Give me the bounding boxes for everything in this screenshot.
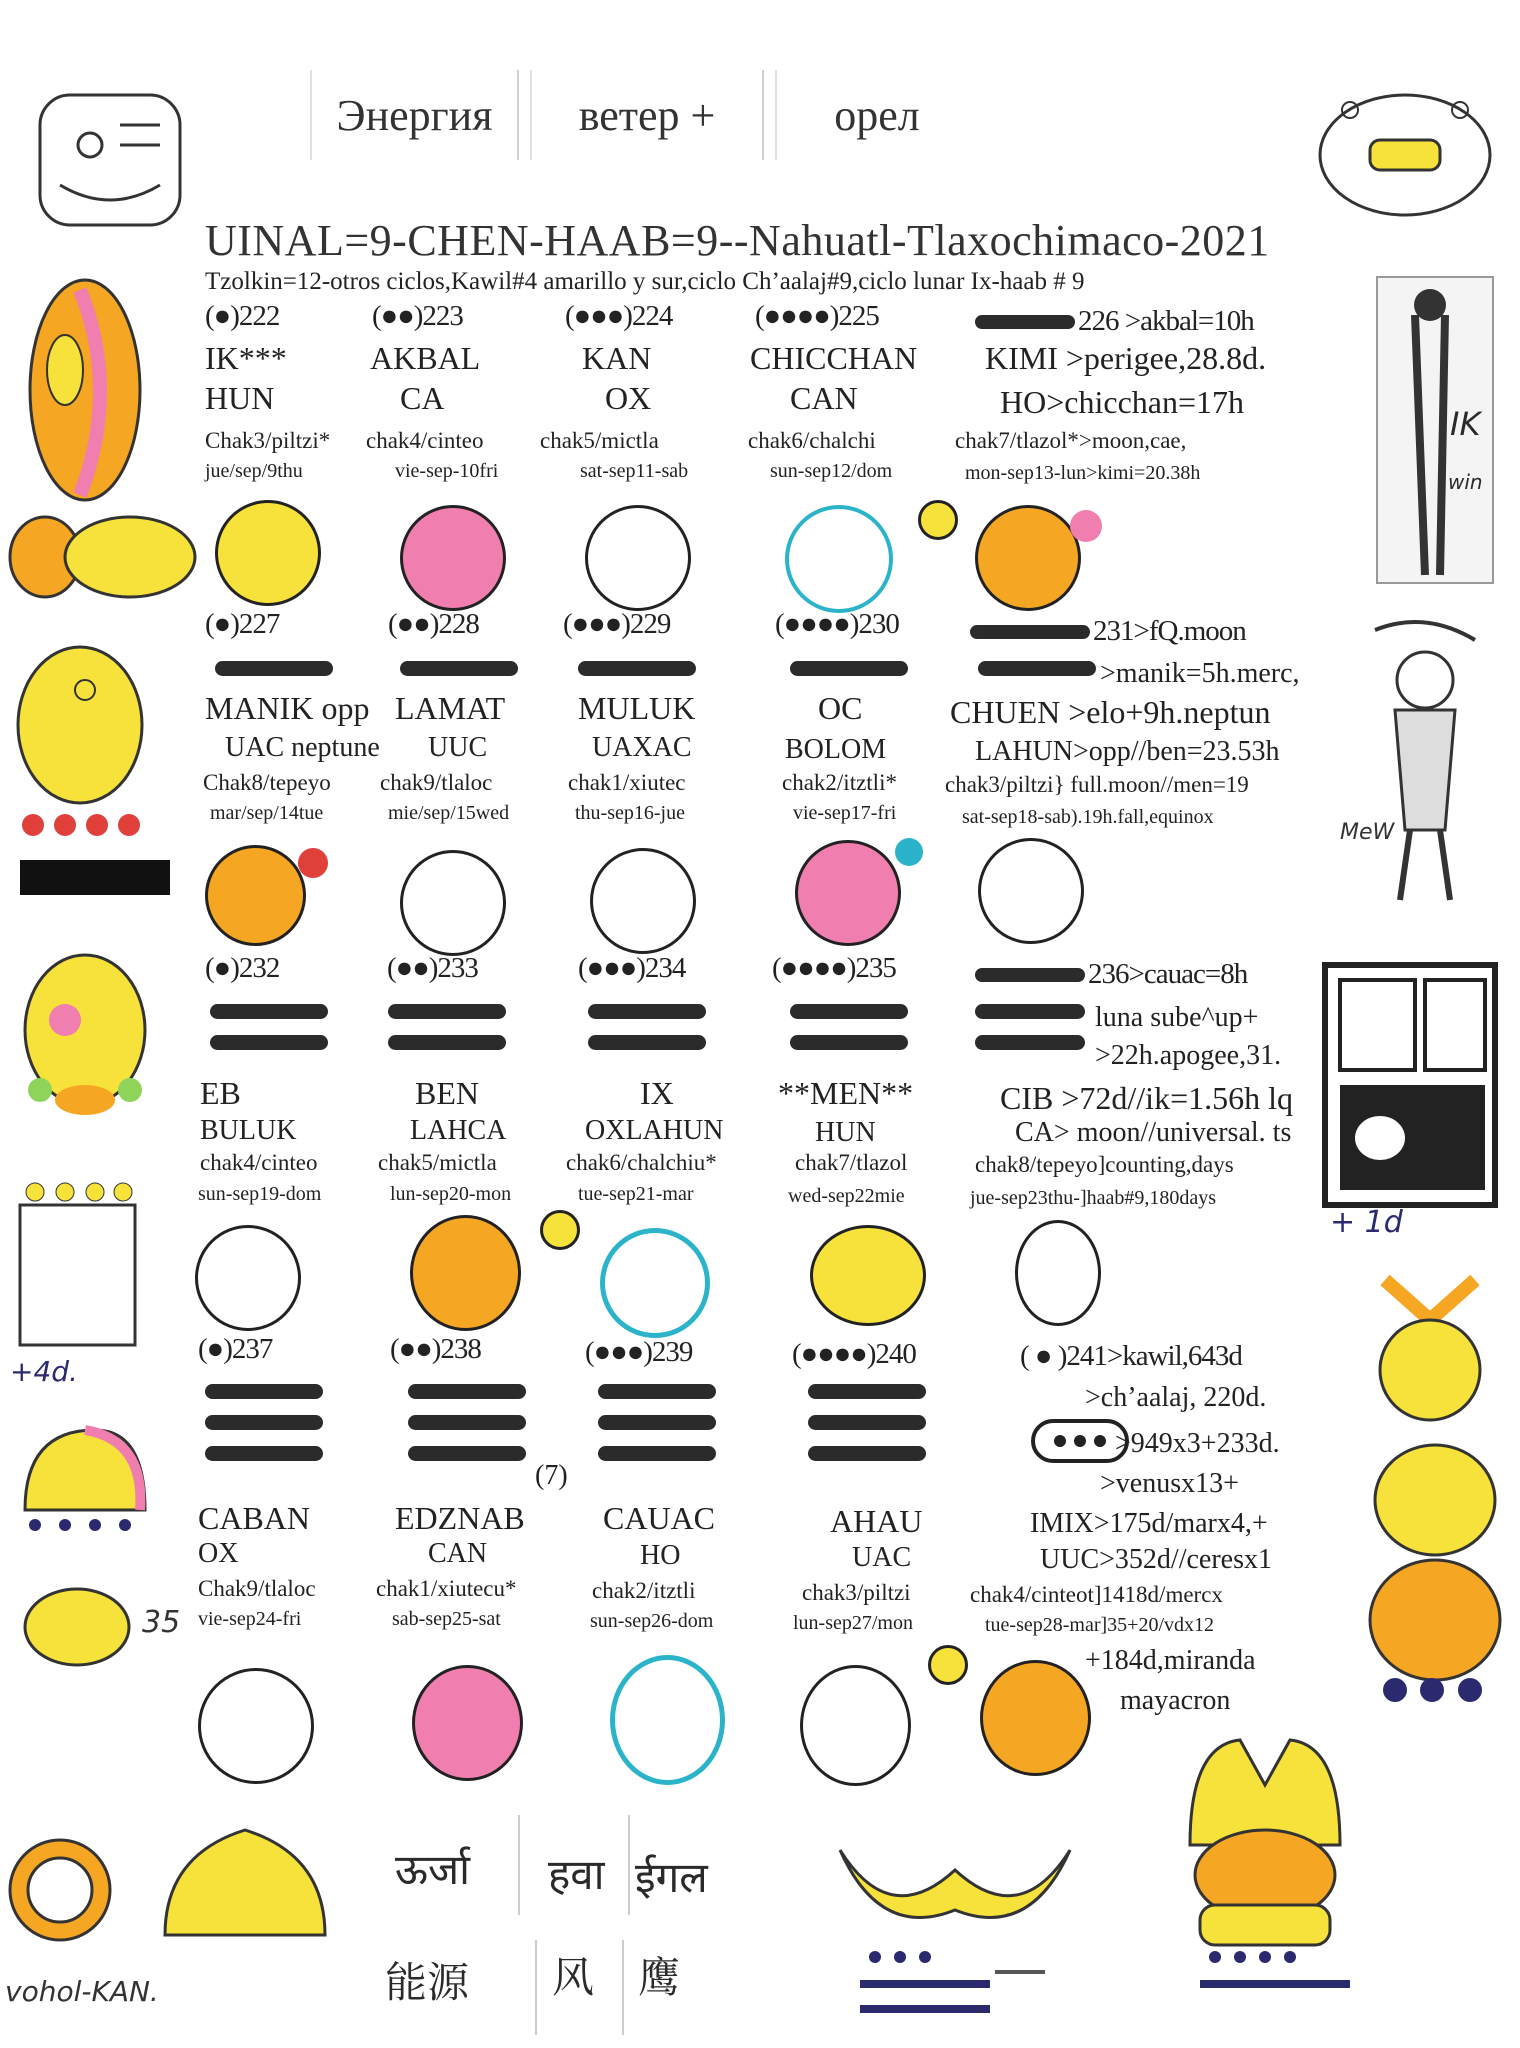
day-date: vie-sep17-fri	[793, 802, 897, 824]
header-word-wind	[530, 70, 764, 160]
day-number: 229	[629, 608, 671, 640]
red-dot-icon	[298, 848, 328, 878]
yellow-round-glyph-icon	[10, 640, 150, 810]
day-chak: Chak9/tlaloc	[198, 1576, 316, 1601]
bar-numerals-238	[398, 1375, 526, 1461]
day-sub: CAN	[790, 380, 858, 416]
day-date: sat-sep11-sab	[580, 460, 689, 482]
day-name: CABAN	[198, 1500, 311, 1536]
note-35: 35	[142, 1605, 181, 1640]
day-number: 241>kawil,643d	[1066, 1340, 1242, 1372]
day-236-num	[975, 958, 1247, 991]
day-chak: chak5/mictla	[378, 1150, 497, 1175]
day-number: 222	[238, 300, 280, 332]
day-glyph-edznab	[412, 1665, 523, 1781]
dot-numeral: ●	[213, 952, 231, 984]
yellow-dot-icon	[918, 500, 958, 540]
day-number: 233	[437, 952, 478, 984]
navy-dots-bars-numeral-icon	[855, 1945, 1045, 2025]
note-chaalaj: >ch’aalaj, 220d.	[1085, 1382, 1267, 1413]
note-venus: >venusx13+	[1100, 1468, 1239, 1499]
day-glyph-cauac	[610, 1655, 725, 1785]
day-sub: OX	[605, 380, 652, 416]
note-plus-1d: + 1d	[1330, 1205, 1403, 1240]
day-sub: UUC	[428, 732, 488, 763]
day-glyph-eb	[195, 1225, 301, 1331]
day-number: 236>cauac=8h	[1088, 958, 1248, 990]
day-name: BEN	[415, 1075, 479, 1111]
bar-numeral	[975, 315, 1075, 329]
day-date: sat-sep18-sab).19h.fall,equinox	[962, 806, 1214, 828]
day-chak: chak1/xiutec	[568, 770, 686, 795]
day-date: vie-sep-10fri	[395, 460, 499, 482]
day-name: CHUEN >elo+9h.neptun	[950, 694, 1271, 730]
note-949: >949x3+233d.	[1115, 1428, 1280, 1459]
day-chak: chak2/itztli	[592, 1578, 696, 1603]
bar-numeral-227	[205, 652, 333, 676]
day-chak: Chak3/piltzi*	[205, 428, 331, 453]
cjk-word-energy: 能源	[385, 1958, 470, 2007]
bar-numerals-234	[578, 995, 706, 1050]
pink-dot-icon	[1070, 510, 1102, 542]
cyan-dot-icon	[895, 838, 923, 866]
day-sub: HO	[640, 1540, 681, 1571]
day-sub: UAC neptune	[225, 732, 380, 763]
note-mayacron: mayacron	[1120, 1685, 1231, 1716]
yellow-mound-glyph-icon	[150, 1815, 340, 1945]
divider	[535, 1940, 537, 2035]
day-name: EDZNAB	[395, 1500, 525, 1536]
dot-numeral: ●	[213, 608, 231, 640]
yellow-bird-glyph-icon	[1365, 1260, 1495, 1430]
day-232-num: (●)232	[205, 952, 280, 984]
day-name: MANIK opp	[205, 690, 370, 726]
day-chak: chak8/tepeyo]counting,days	[975, 1152, 1234, 1177]
day-chak: chak1/xiutecu*	[376, 1576, 517, 1601]
day-name: IX	[640, 1075, 674, 1111]
day-glyph-kimi	[975, 505, 1081, 611]
day-229-num: (●●●)229	[563, 608, 671, 640]
label-wind: win	[1448, 470, 1483, 494]
day-glyph-imix	[980, 1660, 1091, 1776]
day-date: thu-sep16-jue	[575, 802, 685, 824]
day-name: IK***	[205, 340, 287, 376]
bar-numerals-233	[378, 995, 506, 1050]
dot-numeral: ●	[213, 300, 231, 332]
day-glyph-oc	[795, 840, 901, 946]
day-date: jue/sep/9thu	[205, 460, 303, 482]
day-glyph-manik	[205, 845, 306, 946]
day-number: 240	[875, 1338, 916, 1370]
day-number: 237	[231, 1333, 273, 1365]
dot-numeral: ●●●●	[800, 1338, 867, 1370]
day-238-num: (●●)238	[390, 1333, 481, 1365]
day-date: sun-sep26-dom	[590, 1610, 714, 1632]
yellow-shell-glyph-icon	[5, 505, 200, 610]
day-223-num: (●●)223	[372, 300, 463, 332]
day-glyph-ben	[410, 1215, 521, 1331]
day-chak: chak7/tlazol*>moon,cae,	[955, 428, 1187, 453]
day-224-num: (●●●)224	[565, 300, 673, 332]
mayan-warrior-figure-icon	[1315, 610, 1505, 910]
day-chak: chak9/tlaloc	[380, 770, 493, 795]
yellow-dome-glyph-icon	[15, 1420, 150, 1520]
day-glyph-ix	[600, 1228, 710, 1338]
ru-word: Энергия	[336, 90, 493, 140]
day-glyph-akbal	[400, 505, 506, 611]
day-sub: HUN	[205, 380, 275, 416]
yellow-moustache-glyph-icon	[830, 1820, 1080, 1940]
day-glyph-caban	[198, 1668, 314, 1784]
dot-numeral: ●●	[395, 952, 429, 984]
day-sub: LAHCA	[410, 1115, 507, 1146]
day-number: 227	[238, 608, 280, 640]
note-seven: (7)	[535, 1460, 568, 1491]
day-glyph-chuen	[978, 838, 1084, 944]
day-sub: BULUK	[200, 1115, 297, 1146]
bar-numeral-231	[968, 652, 1096, 676]
day-date: wed-sep22mie	[788, 1185, 905, 1207]
day-sub: HUN	[815, 1117, 876, 1148]
day-sub: BOLOM	[785, 734, 887, 765]
bar-numerals-237	[195, 1375, 323, 1461]
day-chak: chak4/cinteo	[366, 428, 484, 453]
day-name: IMIX>175d/marx4,+	[1030, 1508, 1268, 1539]
day-chak: chak3/piltzi} full.moon//men=19	[945, 772, 1249, 797]
day-name: KAN	[582, 340, 652, 376]
day-number: 235	[855, 952, 896, 984]
yellow-dot-icon	[928, 1645, 968, 1685]
day-glyph-men	[810, 1225, 926, 1326]
day-date: sun-sep12/dom	[770, 460, 893, 482]
day-chak: chak2/itztli*	[782, 770, 897, 795]
dot-numeral: ●●●●	[783, 608, 850, 640]
day-sub: CA	[400, 380, 445, 416]
day-226-num	[975, 305, 1254, 338]
dot-numeral: ●	[1034, 1340, 1052, 1372]
day-239-num: (●●●)239	[585, 1336, 693, 1368]
yellow-oval-glyph-icon	[20, 1585, 135, 1670]
day-240-num: (●●●●)240	[792, 1338, 916, 1370]
day-number: 234	[644, 952, 686, 984]
day-sub: OXLAHUN	[585, 1115, 724, 1146]
day-225-num: (●●●●)225	[755, 300, 879, 332]
day-chak: chak4/cinteot]1418d/mercx	[970, 1582, 1223, 1607]
dot-numeral: ●●	[396, 608, 430, 640]
dot-numeral: ●●	[380, 300, 414, 332]
day-chak: chak4/cinteo	[200, 1150, 318, 1175]
cjk-word-wind: 风	[552, 1953, 595, 2002]
mayan-head-glyph-icon	[30, 85, 190, 235]
day-222-num: (●)222	[205, 300, 280, 332]
day-glyph-chicchan	[785, 505, 893, 613]
day-number: 223	[422, 300, 463, 332]
day-234-num: (●●●)234	[578, 952, 686, 984]
day-number: 231>fQ.moon	[1093, 615, 1246, 647]
day-237-num: (●)237	[198, 1333, 273, 1365]
day-glyph-lamat	[400, 850, 506, 956]
bar-numerals-232	[200, 995, 328, 1050]
day-chak: chak7/tlazol	[795, 1150, 908, 1175]
bar-numeral	[975, 968, 1085, 982]
bar-numerals-236	[965, 995, 1085, 1050]
cjk-word-eagle: 鹰	[638, 1953, 681, 2002]
divider	[622, 1940, 624, 2035]
note-luna-sube: luna sube^up+	[1095, 1002, 1259, 1033]
day-name: **MEN**	[778, 1075, 914, 1111]
bar-numerals-235	[780, 995, 908, 1050]
divider	[628, 1815, 630, 1915]
handwritten-note: vohol-KAN.	[5, 1975, 159, 2008]
day-glyph-cib	[1015, 1220, 1101, 1326]
navy-dots-bar-numeral-icon	[1195, 1945, 1355, 2005]
stacked-yellow-glyph-icon	[1365, 1440, 1505, 1690]
day-227-num: (●)227	[205, 608, 280, 640]
bar-numeral-230	[780, 652, 908, 676]
day-number: 239	[651, 1336, 693, 1368]
header-word-energy	[310, 70, 519, 160]
day-number: 238	[440, 1333, 481, 1365]
day-chak: Chak8/tepeyo	[203, 770, 331, 795]
day-sub: UUC>352d//ceresx1	[1040, 1544, 1272, 1575]
day-name: MULUK	[578, 690, 696, 726]
dot-numeral: ●●●	[593, 1336, 644, 1368]
bar-numeral-229	[568, 652, 696, 676]
day-date: mar/sep/14tue	[210, 802, 324, 824]
yellow-pink-glyph-icon	[20, 270, 150, 510]
day-231-num	[970, 615, 1246, 648]
day-sub: LAHUN>opp//ben=23.53h	[975, 736, 1280, 767]
serpent-ring-glyph-icon	[1310, 80, 1500, 230]
day-name: OC	[818, 690, 863, 726]
dot-numeral: ●●●●	[780, 952, 847, 984]
ru-word: ветер +	[578, 90, 716, 140]
day-sub: HO>chicchan=17h	[1000, 384, 1245, 420]
day-glyph-kan	[585, 505, 691, 611]
day-241-num: ( ● )241>kawil,643d	[1020, 1340, 1242, 1372]
day-number: 224	[631, 300, 673, 332]
bar-numeral-228	[390, 652, 518, 676]
cib-glyph-panel-icon	[1320, 960, 1500, 1210]
column-glyph-icon	[15, 1180, 140, 1350]
yellow-dot-icon	[540, 1210, 580, 1250]
bar-dots-numeral-icon	[15, 810, 175, 910]
day-name: EB	[200, 1075, 241, 1111]
note-plus-4d: +4d.	[10, 1355, 78, 1388]
day-235-num: (●●●●)235	[772, 952, 896, 984]
note-miranda: +184d,miranda	[1085, 1645, 1256, 1676]
day-chak: chak3/piltzi	[802, 1580, 911, 1605]
label-ik: IK	[1450, 405, 1481, 443]
bar-numerals-240	[798, 1375, 926, 1461]
day-date: jue-sep23thu-]haab#9,180days	[970, 1187, 1217, 1209]
dot-numeral: ●●●	[573, 300, 624, 332]
day-date: sun-sep19-dom	[198, 1183, 322, 1205]
day-230-num: (●●●●)230	[775, 608, 899, 640]
multicolor-glyph-icon	[15, 930, 155, 1120]
dot-numeral: ●●●●	[763, 300, 830, 332]
orange-yellow-head-glyph-icon	[1180, 1725, 1350, 1955]
hindi-word-energy: ऊर्जा	[395, 1845, 471, 1894]
note-apogee: >22h.apogee,31.	[1095, 1040, 1282, 1071]
day-number: 230	[858, 608, 899, 640]
day-glyph-muluk	[590, 848, 696, 954]
day-date: lun-sep27/mon	[793, 1612, 913, 1634]
divider	[518, 1815, 520, 1915]
day-name: AKBAL	[370, 340, 481, 376]
day-chak: chak5/mictla	[540, 428, 659, 453]
navy-three-dots-icon	[1380, 1675, 1490, 1705]
day-sub: CA> moon//universal. ts	[1015, 1117, 1292, 1148]
dot-numeral: ●●●	[571, 608, 622, 640]
day-number: 226 >akbal=10h	[1078, 305, 1254, 337]
day-date: mie/sep/15wed	[388, 802, 510, 824]
day-chak: chak6/chalchi	[748, 428, 876, 453]
day-date: vie-sep24-fri	[198, 1608, 302, 1630]
day-date: sab-sep25-sat	[392, 1608, 501, 1630]
day-228-num: (●●)228	[388, 608, 479, 640]
day-number: 225	[838, 300, 879, 332]
dot-numeral: ●●●	[586, 952, 637, 984]
signature: MeW	[1340, 820, 1395, 845]
day-number: 228	[438, 608, 479, 640]
day-sub: UAC	[852, 1542, 912, 1573]
header-word-eagle	[775, 70, 977, 160]
yellow-orange-disc-icon	[5, 1825, 115, 1955]
dot-numeral: ●	[206, 1333, 224, 1365]
dot-numeral: ●●	[398, 1333, 432, 1365]
bar-numeral	[970, 625, 1090, 639]
page-title: UINAL=9-CHEN-HAAB=9--Nahuatl-Tlaxochimaco-2021	[205, 216, 1270, 265]
day-name: CHICCHAN	[750, 340, 918, 376]
day-glyph-ik	[215, 500, 321, 606]
day-name: CIB >72d//ik=1.56h lq	[1000, 1080, 1293, 1116]
day-sub: CAN	[428, 1538, 488, 1569]
day-date: lun-sep20-mon	[390, 1183, 512, 1205]
bar-numerals-239	[588, 1375, 716, 1461]
day-name: LAMAT	[395, 690, 506, 726]
day-glyph-ahau	[800, 1665, 911, 1786]
day-date: tue-sep21-mar	[578, 1183, 694, 1205]
note-manik: >manik=5h.merc,	[1100, 658, 1300, 689]
navy-dots-numeral-icon	[20, 1510, 140, 1540]
day-name: AHAU	[830, 1503, 923, 1539]
day-sub: OX	[198, 1538, 239, 1569]
page-subtitle: Tzolkin=12-otros ciclos,Kawil#4 amarillo y sur,ciclo Ch’aalaj#9,ciclo lunar Ix-haab # 9	[205, 268, 1085, 295]
ru-word: орел	[834, 90, 920, 140]
day-name: KIMI >perigee,28.8d.	[985, 340, 1267, 376]
day-sub: UAXAC	[592, 732, 692, 763]
day-date: mon-sep13-lun>kimi=20.38h	[965, 462, 1201, 484]
day-date: tue-sep28-mar]35+20/vdx12	[985, 1614, 1215, 1636]
day-number: 232	[238, 952, 280, 984]
day-name: CAUAC	[603, 1500, 716, 1536]
day-chak: chak6/chalchiu*	[566, 1150, 717, 1175]
hindi-word-wind: हवा	[548, 1850, 605, 1899]
day-233-num: (●●)233	[387, 952, 478, 984]
hindi-word-eagle: ईगल	[635, 1853, 708, 1902]
